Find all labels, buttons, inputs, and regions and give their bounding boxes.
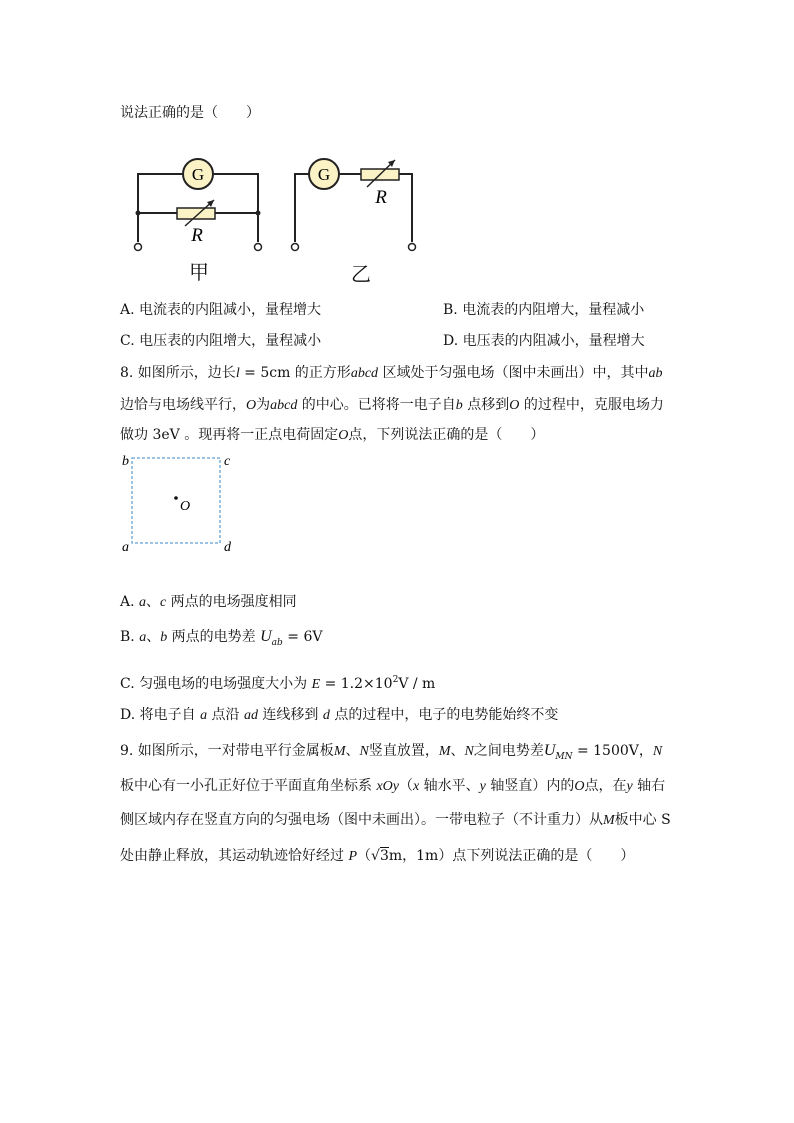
dashed-square <box>132 458 220 543</box>
caption-jia: 甲 <box>189 260 209 284</box>
resistor-left <box>177 208 215 219</box>
q8-option-a: A. a、c 两点的电场强度相同 <box>120 594 297 610</box>
terminal-right-2 <box>409 244 416 251</box>
vertex-a: a <box>122 540 129 555</box>
figure-8-square <box>118 448 243 556</box>
vertex-d: d <box>224 540 231 555</box>
center-label: O <box>180 499 191 514</box>
terminal-left-1 <box>135 244 142 251</box>
caption-yi: 乙 <box>351 262 371 286</box>
q9-line-1: 9. 如图所示，一对带电平行金属板M、N竖直放置，M、N之间电势差$U_{MN} = 1500V$，N <box>120 742 663 762</box>
q7-option-a: A. 电流表的内阻减小，量程增大 <box>120 302 322 318</box>
meter-label-right: G <box>317 165 331 184</box>
q9-line-4: 处由静止释放，其运动轨迹恰好经过 P（√3m，1m）点下列说法正确的是（ ） <box>120 848 635 864</box>
resistor-label-right: R <box>375 187 387 208</box>
center-point <box>174 496 178 500</box>
q7-option-d: D. 电压表的内阻减小，量程增大 <box>443 333 645 349</box>
q8-line-3: 做功 3eV 。现再将一正点电荷固定O点，下列说法正确的是（ ） <box>120 427 545 443</box>
q8-line-2: 边恰与电场线平行，O为abcd 的中心。已将将一电子自b 点移到O 的过程中，克服电场力 <box>120 397 664 413</box>
terminal-right-1 <box>292 244 299 251</box>
figure-7-circuits <box>125 150 425 280</box>
sqrt-symbol: √ <box>371 848 380 864</box>
q8-option-d: D. 将电子自 a 点沿 ad 连线移到 d 点的过程中，电子的电势能始终不变 <box>120 707 559 723</box>
q7-option-b: B. 电流表的内阻增大，量程减小 <box>443 302 645 318</box>
meter-label-left: G <box>191 165 205 184</box>
q8-line-1: 8. 如图所示，边长l = 5cm 的正方形abcd 区域处于匀强电场（图中未画出）中，其中ab <box>120 365 663 381</box>
q7-option-c: C. 电压表的内阻增大，量程减小 <box>120 333 322 349</box>
q9-line-2: 板中心有一小孔正好位于平面直角坐标系 xOy（x 轴水平、y 轴竖直）内的O点，在y 轴右 <box>120 778 666 794</box>
q8-option-b: B. a、b 两点的电势差 $U_{ab} = 6V$ <box>120 628 323 648</box>
vertex-c: c <box>224 454 231 469</box>
vertex-b: b <box>122 454 129 469</box>
resistor-label-left: R <box>191 225 203 246</box>
q9-line-3: 侧区域内存在竖直方向的匀强电场（图中未画出）。一带电粒子（不计重力）从M板中心 S <box>120 812 671 828</box>
intro-line: 说法正确的是（ ） <box>120 105 260 121</box>
terminal-left-2 <box>255 244 262 251</box>
q8-option-c: C. 匀强电场的电场强度大小为 $E = 1.2\times 10^2V / m$ <box>120 675 436 692</box>
